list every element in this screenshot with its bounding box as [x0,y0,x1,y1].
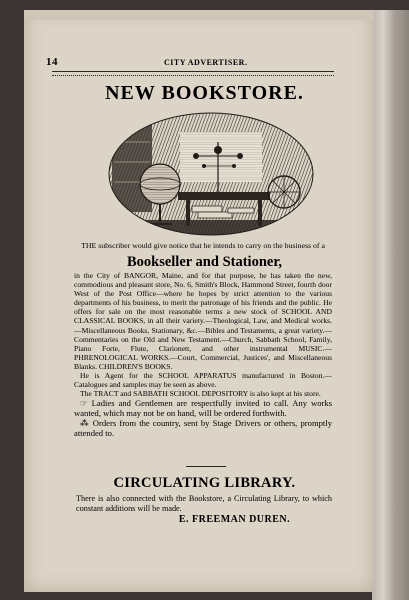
signature: E. FREEMAN DUREN. [178,514,291,525]
library-title: CIRCULATING LIBRARY. [113,475,296,491]
header-rule [52,71,334,76]
section-divider [186,466,226,467]
paragraph-depository: The TRACT and SABBATH SCHOOL DEPOSITORY is also kept at his store. [80,389,321,399]
business-subtitle: Bookseller and Stationer, [126,254,283,270]
paragraph-agent: He is Agent for the SCHOOL APPARATUS manufactured in Boston.—Catalogues and samples may be seen as above. [74,371,332,390]
paragraph-orders: ⁂ Orders from the country, sent by Stage Drivers or others, promptly attended to. [74,418,332,439]
advert-body [74,271,332,438]
intro-text: THE subscriber would give notice that he intends to carry on the business of a [81,241,325,250]
running-head: CITY ADVERTISER. [164,58,248,67]
paragraph-main: in the City of BANGOR, Maine, and for that purpose, he has taken the new, commodious and pleasant store, No. 6, Smith's Block, Hammond Street, fourth door West of the Post Office—where he hopes by strict attention to the various departments of his business, to merit the patronage of his friends and the public. He offers for sale on the most reasonable terms a new stock of SCHOOL AND CLASSICAL BOOKS, in all their variety.—Theological, Law, and Medical works.—Miscellaneous Books, Stationary, &c.—Bibles and Testaments, a great variety.—Commentaries on the Old and New Testament.—Church, Sabbath School, Family, Piano Forte, Flute, Clarionett, and other instrumental MUSIC.—PHRENOLOGICAL WORKS.—Court, Commercial, Justices', and Miscellaneous Blanks. CHILDREN'S BOOKS. [74,271,332,371]
advert-title: NEW BOOKSTORE. [105,82,304,104]
library-text: There is also connected with the Bookstore, a Circulating Library, to which constant additions will be made. [76,494,332,513]
page-header [46,58,346,70]
paragraph-invitation: ☞ Ladies and Gentlemen are respectfully invited to call. Any works wanted, which may not be on hand, will be ordered forthwith. [74,398,332,419]
page-top-band [24,10,374,20]
page-number: 14 [46,56,58,68]
bookstore-interior-engraving [108,112,314,236]
